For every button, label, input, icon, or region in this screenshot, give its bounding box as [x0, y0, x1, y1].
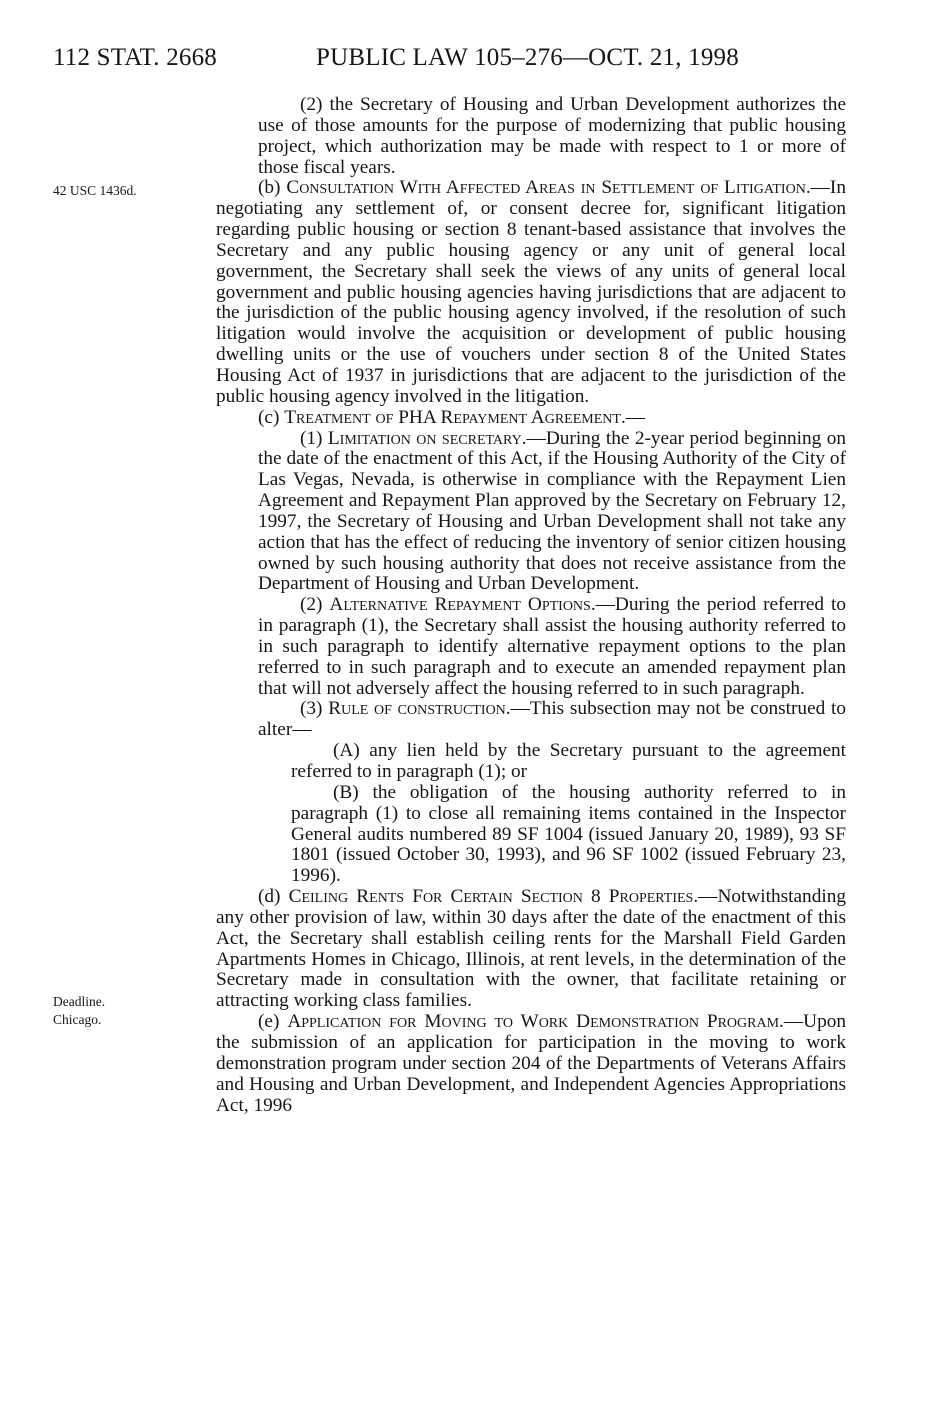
statute-page-number: 112 STAT. 2668	[53, 44, 217, 71]
subsection-d-text: —Notwithstanding any other provision of law, within 30 days after the date of the enactment of this Act, the Secretary shall establish ceiling rents for the Marshall Field Garden Apartments Homes in Chicago, Illinois, at rent levels, in the determination of the Secretary made in consultation with the owner, that facilitate retaining or attracting working class families.	[216, 886, 846, 1012]
paragraph-c1-label: (1)	[300, 427, 328, 449]
subsection-d-heading: Ceiling Rents For Certain Section 8 Properties.	[288, 886, 699, 908]
subsection-d-label: (d)	[258, 886, 289, 908]
margin-note-deadline: Deadline.	[53, 994, 106, 1009]
subsection-b-heading: Consultation With Affected Areas in Settlement of Litigation.	[286, 177, 811, 199]
subsection-e-text: —Upon the submission of an application for participation in the moving to work demonstration program under section 204 of the Departments of Veterans Affairs and Housing and Urban Development, and Independent Agencies Appropriations Act, 1996	[216, 1011, 846, 1116]
subsection-c-heading: Treatment of PHA Repayment Agreement.	[284, 406, 626, 428]
subsection-d	[216, 887, 846, 1012]
subsection-c	[216, 408, 846, 429]
subsection-b-text: —In negotiating any settlement of, or consent decree for, significant litigation regarding public housing or section 8 tenant-based assistance that involves the Secretary and any public housing agency or any unit of general local government, the Secretary shall seek the views of any units of general local government and public housing agencies having jurisdictions that are adjacent to the jurisdiction of the public housing agency involved, if the resolution of such litigation would involve the acquisition or development of public housing dwelling units or the use of vouchers under section 8 of the United States Housing Act of 1937 in jurisdictions that are adjacent to the jurisdiction of the public housing agency involved in the litigation.	[216, 177, 846, 407]
paragraph-c3-text: —This subsection may not be construed to alter—	[258, 698, 846, 741]
body-text	[216, 95, 846, 1116]
paragraph-c2	[216, 595, 846, 699]
margin-note-usc: 42 USC 1436d.	[53, 183, 137, 198]
subsection-e-heading: Application for Moving to Work Demonstration Program.	[287, 1011, 784, 1033]
paragraph-c1	[216, 429, 846, 596]
subsection-c-label: (c)	[258, 406, 285, 428]
law-header: PUBLIC LAW 105–276—OCT. 21, 1998	[316, 44, 739, 71]
paragraph-c1-heading: Limitation on secretary.	[327, 427, 527, 449]
paragraph-a2: (2) the Secretary of Housing and Urban Development authorizes the use of those amounts for the purpose of modernizing that public housing project, which authorization may be made with respect to 1 or more of those fiscal years.	[258, 94, 846, 178]
paragraph-c3-label: (3)	[300, 698, 329, 720]
paragraph-c3	[216, 699, 846, 741]
subsection-b-label: (b)	[258, 177, 287, 199]
subsection-e-label: (e)	[258, 1011, 288, 1033]
margin-note-chicago: Chicago.	[53, 1012, 102, 1027]
paragraph-c2-label: (2)	[300, 594, 330, 616]
subsection-c-text: —	[625, 406, 646, 428]
subsection-e	[216, 1012, 846, 1116]
subsection-b	[216, 178, 846, 407]
subparagraph-c3a: (A) any lien held by the Secretary pursuant to the agreement referred to in paragraph (1); or	[291, 740, 846, 782]
paragraph-c2-heading: Alternative Repayment Options.	[329, 594, 596, 616]
subparagraph-c3b: (B) the obligation of the housing authority referred to in paragraph (1) to close all remaining items contained in the Inspector General audits numbered 89 SF 1004 (issued January 20, 1989), 93 SF 1801 (issued October 30, 1993), and 96 SF 1002 (issued February 23, 1996).	[291, 781, 846, 887]
paragraph-c1-text: —During the 2-year period beginning on the date of the enactment of this Act, if the Housing Authority of the City of Las Vegas, Nevada, is otherwise in compliance with the Repayment Lien Agreement and Repayment Plan approved by the Secretary on February 12, 1997, the Secretary of Housing and Urban Development shall not take any action that has the effect of reducing the inventory of senior citizen housing owned by such housing authority that does not receive assistance from the Department of Housing and Urban Development.	[258, 427, 846, 595]
paragraph-c2-text: —During the period referred to in paragraph (1), the Secretary shall assist the housing authority referred to in such paragraph to identify alternative repayment options to the plan referred to in such paragraph and to execute an amended repayment plan that will not adversely affect the housing referred to in such paragraph.	[258, 594, 846, 699]
paragraph-c3-heading: Rule of construction.	[328, 698, 511, 720]
